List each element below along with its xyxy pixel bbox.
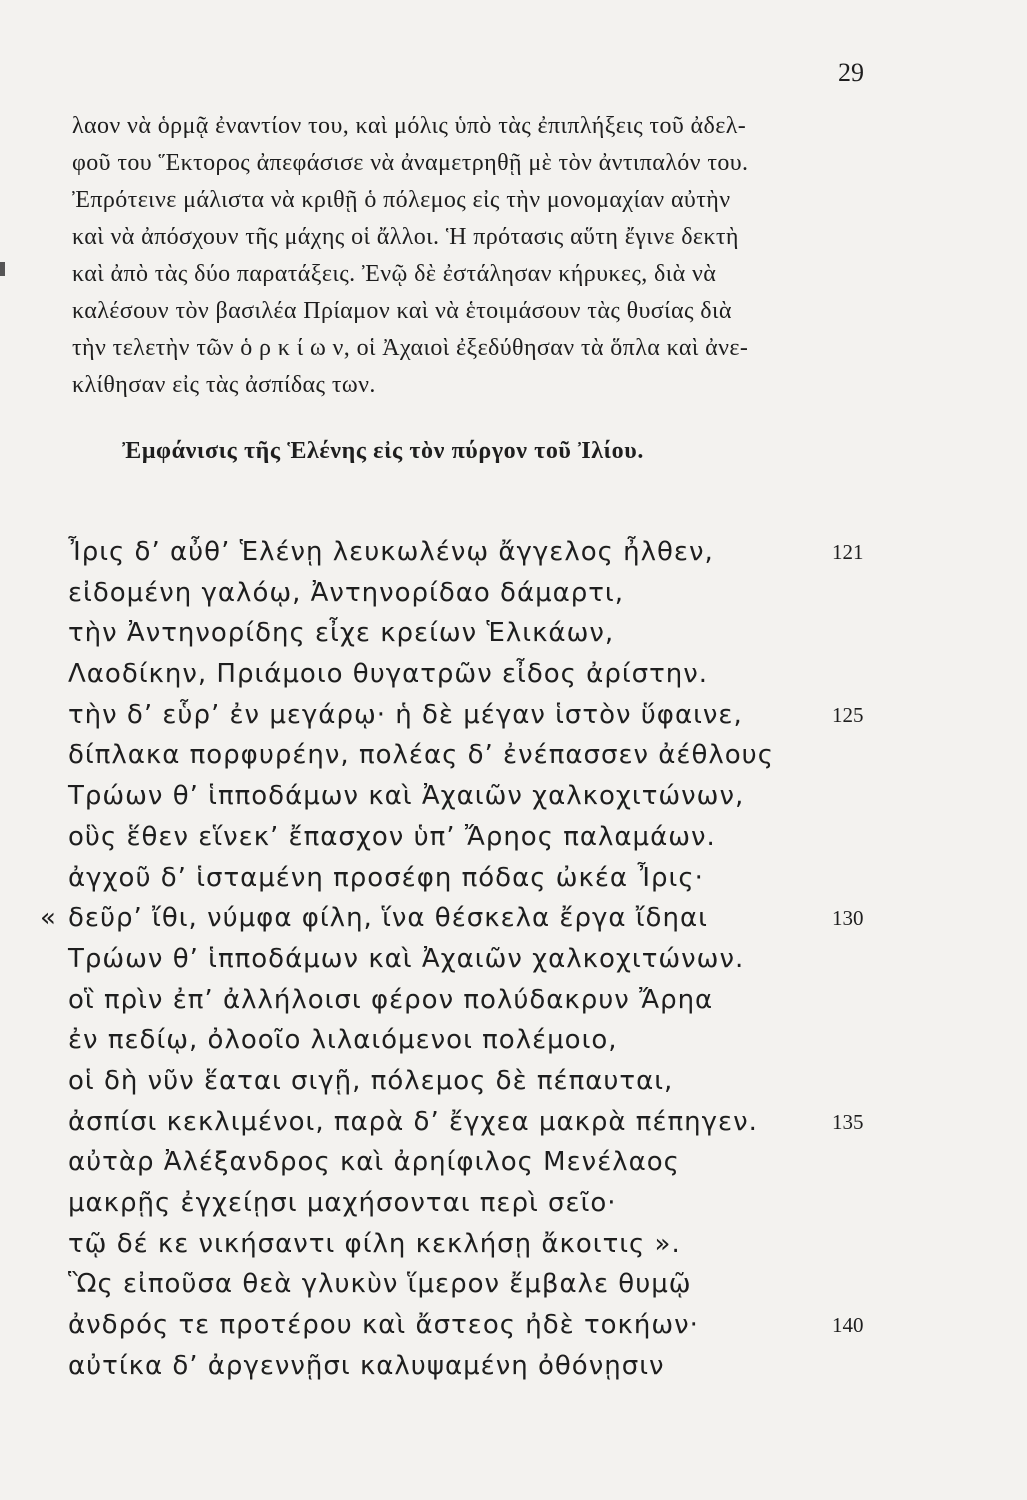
prose-line: τὴν τελετὴν τῶν ὁ ρ κ ί ω ν, οἱ Ἀχαιοὶ ἐξεδύθησαν τὰ ὅπλα καὶ ἀνε-: [72, 335, 749, 361]
verse-line: [0, 1061, 1027, 1102]
verse-line: [0, 898, 1027, 939]
verse-line: [0, 980, 1027, 1021]
verse-line: [0, 1142, 1027, 1183]
verse-text: οἱ δὴ νῦν ἕαται σιγῇ, πόλεμος δὲ πέπαυται,: [68, 1065, 674, 1096]
verse-line: [0, 1020, 1027, 1061]
verse-text: οἳ πρὶν ἐπ’ ἀλλήλοισι φέρον πολύδακρυν Ἄρηα: [68, 984, 714, 1015]
verse-text: μακρῇς ἐγχείῃσι μαχήσονται περὶ σεῖο·: [68, 1188, 617, 1218]
verse-text: εἰδομένη γαλόῳ, Ἀντηνορίδαο δάμαρτι,: [68, 577, 624, 608]
verse-text: Τρώων θ’ ἱπποδάμων καὶ Ἀχαιῶν χαλκοχιτώνων.: [68, 943, 745, 974]
verse-line: [0, 695, 1027, 736]
prose-line: καλέσουν τὸν βασιλέα Πρίαμον καὶ νὰ ἑτοιμάσουν τὰς θυσίας διὰ: [72, 298, 732, 324]
verse-line: [0, 1102, 1027, 1143]
verse-line: [0, 654, 1027, 695]
verse-line: [0, 858, 1027, 899]
verse-line: [0, 1305, 1027, 1346]
verse-block: [0, 532, 1027, 1386]
verse-text: τῷ δέ κε νικήσαντι φίλη κεκλήσῃ ἄκοιτις ».: [68, 1228, 681, 1259]
verse-text: τὴν δ’ εὗρ’ ἐν μεγάρῳ· ἡ δὲ μέγαν ἱστὸν ὕφαινε,: [68, 699, 743, 730]
section-heading: Ἐμφάνισις τῆς Ἑλένης εἰς τὸν πύργον τοῦ Ἰλίου.: [122, 438, 644, 464]
line-number: 125: [832, 702, 864, 727]
verse-text: ἀγχοῦ δ’ ἱσταμένη προσέφη πόδας ὠκέα Ἶρις·: [68, 862, 704, 893]
verse-line: [0, 939, 1027, 980]
prose-line: καὶ ἀπὸ τὰς δύο παρατάξεις. Ἐνῷ δὲ ἐστάλησαν κήρυκες, διὰ νὰ: [72, 261, 717, 287]
prose-line: φοῦ του Ἕκτορος ἀπεφάσισε νὰ ἀναμετρηθῇ μὲ τὸν ἀντιπαλόν του.: [72, 150, 749, 176]
verse-text: δεῦρ’ ἴθι, νύμφα φίλη, ἵνα θέσκελα ἔργα ἴδηαι: [68, 903, 708, 934]
line-number: 135: [832, 1109, 864, 1134]
verse-line: [0, 817, 1027, 858]
verse-text: τὴν Ἀντηνορίδης εἶχε κρείων Ἑλικάων,: [68, 618, 615, 649]
prose-line: κλίθησαν εἰς τὰς ἀσπίδας των.: [72, 372, 376, 398]
verse-text: δίπλακα πορφυρέην, πολέας δ’ ἐνέπασσεν ἀέθλους: [68, 740, 774, 771]
verse-text: Λαοδίκην, Πριάμοιο θυγατρῶν εἶδος ἀρίστην.: [68, 659, 709, 690]
line-number: 140: [832, 1313, 864, 1338]
verse-text: Τρώων θ’ ἱπποδάμων καὶ Ἀχαιῶν χαλκοχιτώνων,: [68, 781, 745, 812]
verse-line: [0, 1183, 1027, 1224]
verse-text: ἐν πεδίῳ, ὀλοοῖο λιλαιόμενοι πολέμοιο,: [68, 1025, 618, 1056]
verse-line: [0, 613, 1027, 654]
verse-text: Ὣς εἰποῦσα θεὰ γλυκὺν ἵμερον ἔμβαλε θυμῷ: [68, 1269, 692, 1300]
verse-text: ἀνδρός τε προτέρου καὶ ἄστεος ἠδὲ τοκήων·: [68, 1310, 699, 1341]
verse-line: [0, 532, 1027, 573]
prose-paragraph: [72, 108, 882, 404]
verse-text: οὓς ἕθεν εἵνεκ’ ἔπασχον ὑπ’ Ἄρηος παλαμάων.: [68, 821, 716, 852]
verse-line: [0, 776, 1027, 817]
prose-line: Ἐπρότεινε μάλιστα νὰ κριθῇ ὁ πόλεμος εἰς τὴν μονομαχίαν αὐτὴν: [72, 187, 731, 213]
verse-line: [0, 1346, 1027, 1387]
line-number: 130: [832, 906, 864, 931]
verse-line: [0, 1264, 1027, 1305]
verse-line: [0, 735, 1027, 776]
prose-line: λαον νὰ ὁρμᾷ ἐναντίον του, καὶ μόλις ὑπὸ τὰς ἐπιπλήξεις τοῦ ἀδελ-: [72, 113, 747, 139]
line-number: 121: [832, 540, 864, 564]
verse-line: [0, 1224, 1027, 1265]
verse-text: αὐτὰρ Ἀλέξανδρος καὶ ἀρηίφιλος Μενέλαος: [68, 1147, 680, 1178]
verse-text: ἀσπίσι κεκλιμένοι, παρὰ δ’ ἔγχεα μακρὰ πέπηγεν.: [68, 1106, 758, 1137]
page-number: 29: [838, 58, 864, 87]
margin-mark: [0, 262, 5, 276]
verse-text: αὐτίκα δ’ ἀργεννῇσι καλυψαμένη ὀθόνῃσιν: [68, 1350, 665, 1381]
quotation-mark: «: [40, 903, 56, 934]
prose-line: καὶ νὰ ἀπόσχουν τῆς μάχης οἱ ἄλλοι. Ἡ πρότασις αὕτη ἔγινε δεκτὴ: [72, 224, 739, 250]
verse-line: [0, 573, 1027, 614]
verse-text: Ἶρις δ’ αὖθ’ Ἑλένῃ λευκωλένῳ ἄγγελος ἦλθεν,: [68, 537, 714, 567]
